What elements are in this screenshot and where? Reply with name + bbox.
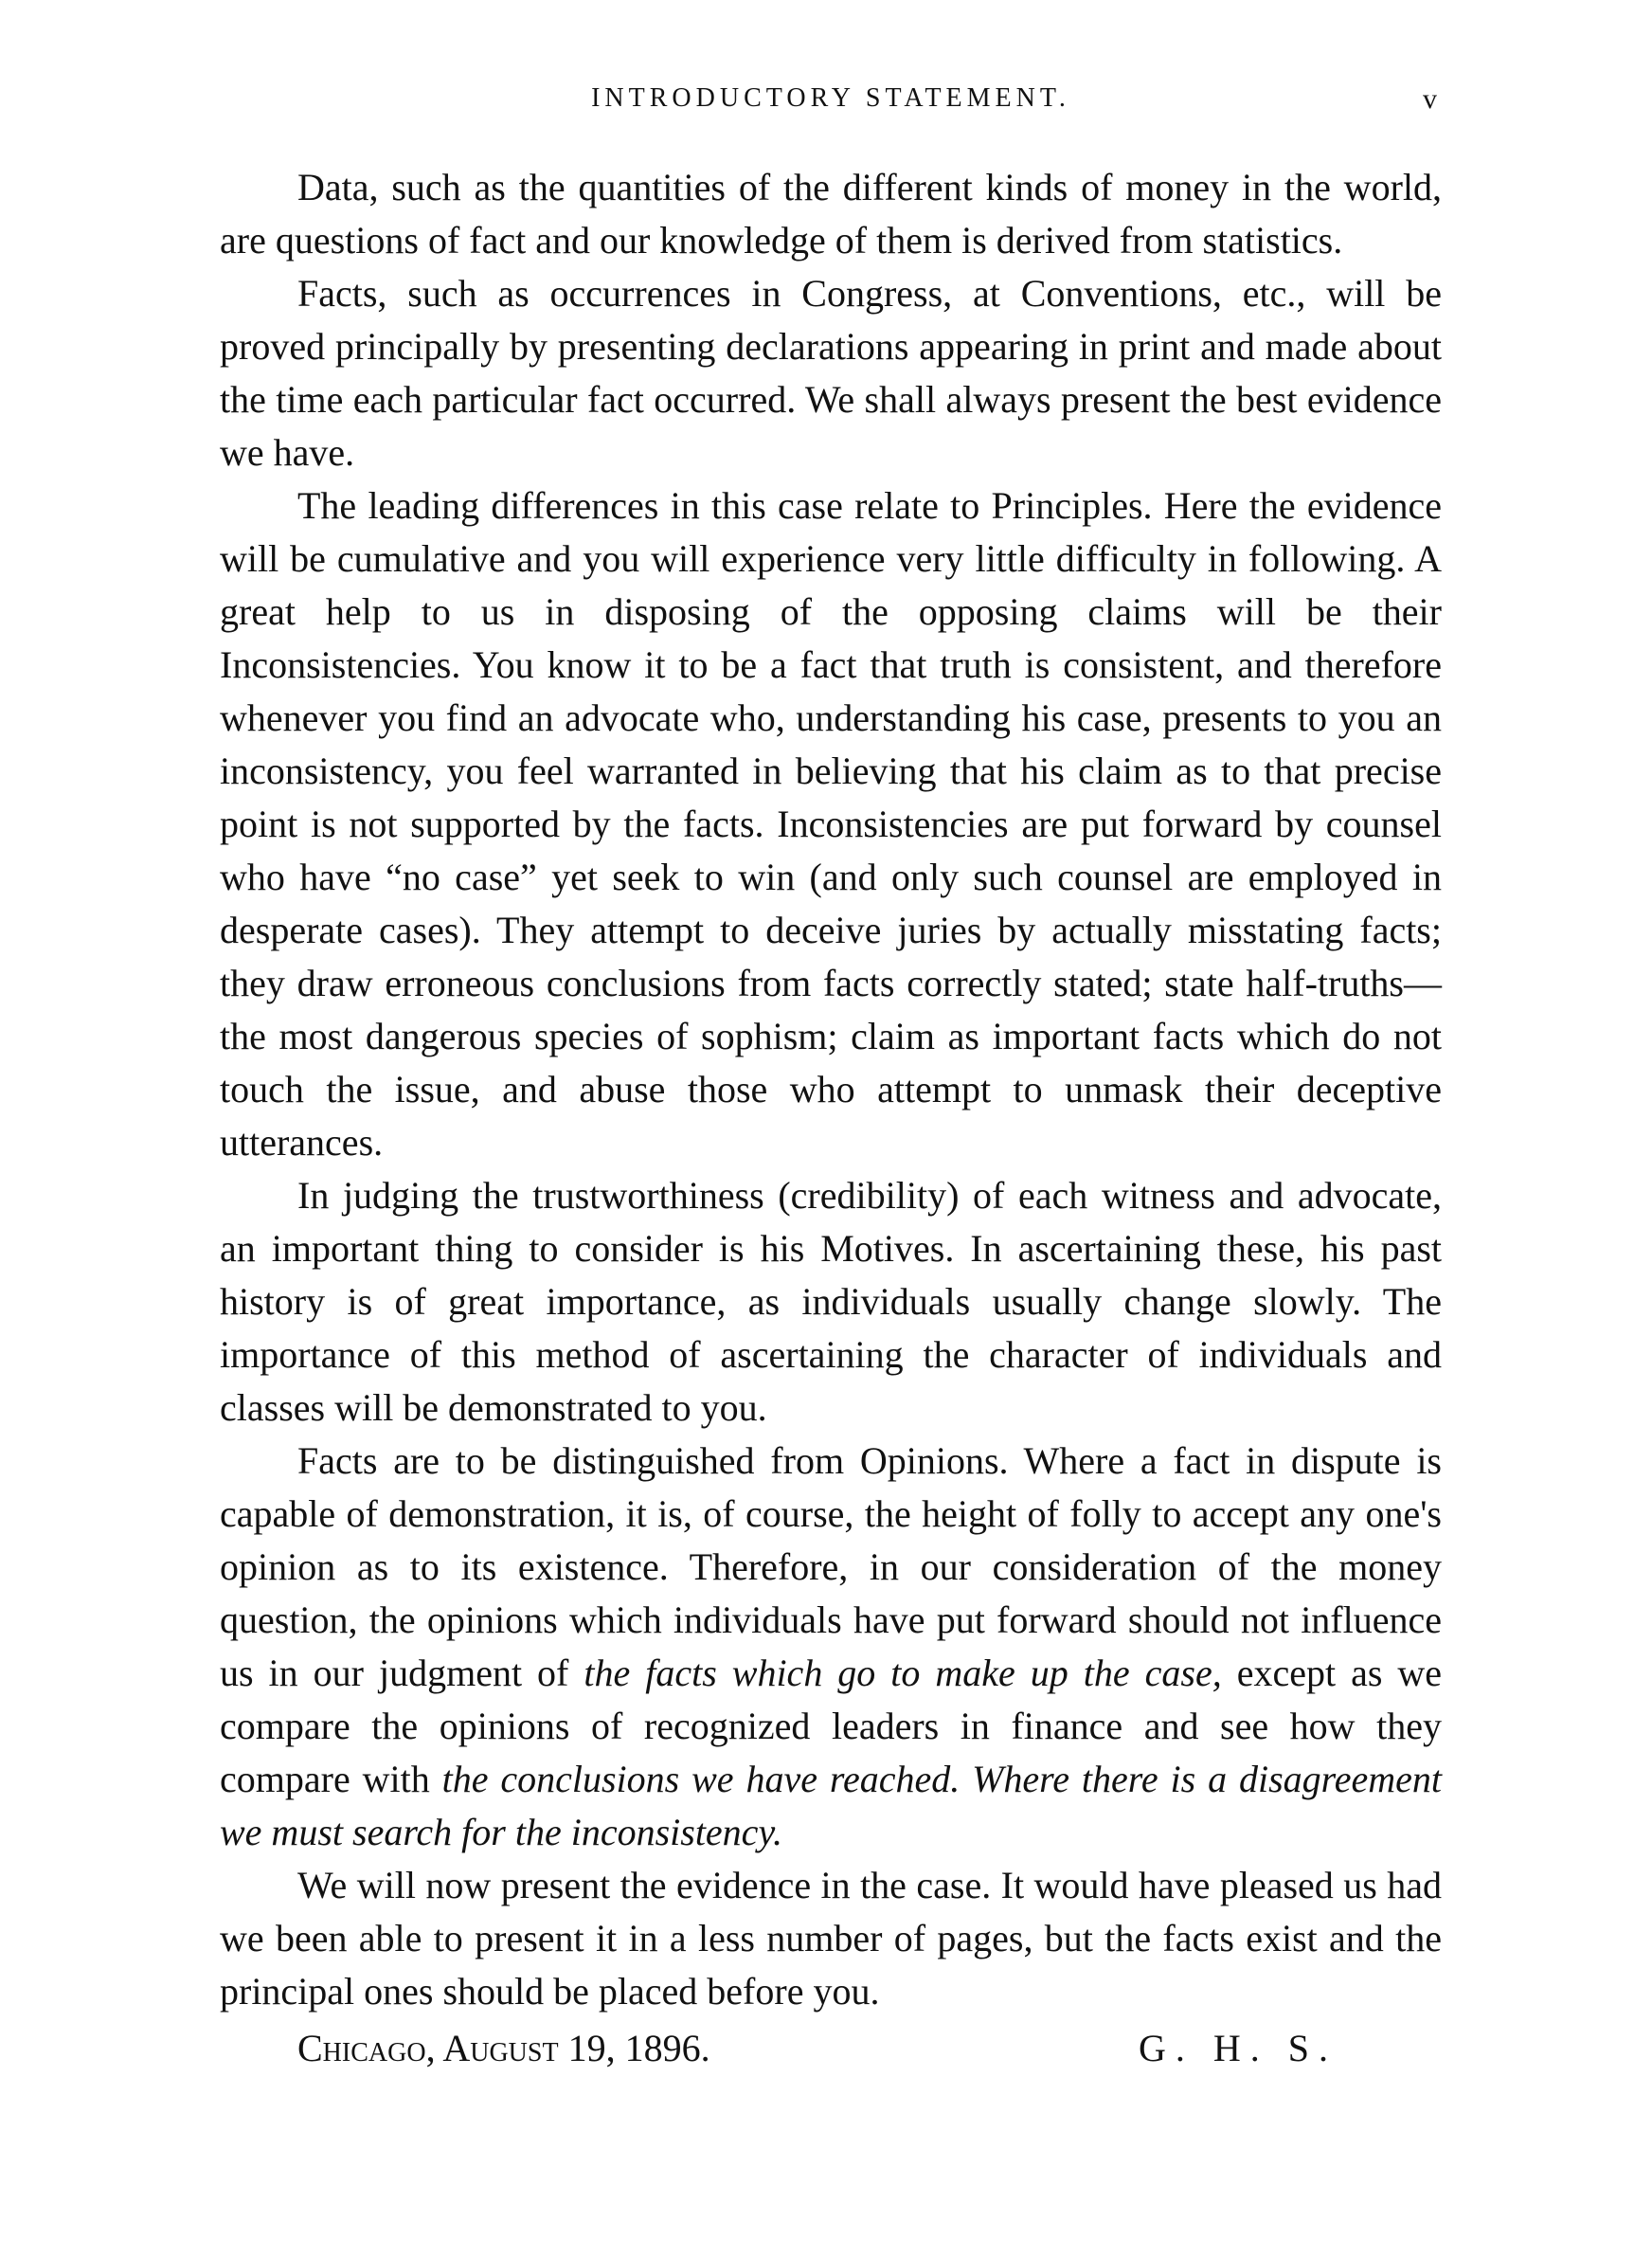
opinions-emphasis-conclusions: the conclusions we have reached. [441,1758,961,1800]
paragraph-evidence: We will now present the evidence in the case. It would have pleased us had we been able to present it in a less number of pages, but the facts exist and the principal ones should be placed before you. [220,1864,1442,2013]
paragraph-motives: In judging the trustworthiness (credibility) of each witness and advocate, an important thing to consider is his Motives. In ascertaining these, his past history is of great importance, as individuals usually change slowly. The importance of this method of ascertaining the character of individuals and classes will be demonstrated to you. [220,1174,1442,1429]
author-initials: G. H. S. [1138,2027,1338,2069]
paragraph-opinions [220,1435,1442,1859]
opinions-emphasis-facts: the facts which go to make up the case, [584,1652,1222,1694]
paragraph-facts: Facts, such as occurrences in Congress, at Conventions, etc., will be proved principally by presenting declarations appearing in print and made about the time each particular fact occurred. We shall always present the best evidence we have. [220,272,1442,474]
page-number: v [1423,83,1442,115]
paragraph-principles: The leading differences in this case relate to Principles. Here the evidence will be cumulative and you will experience very little difficulty in following. A great help to us in disposing of the opposing claims will be their Inconsistencies. You know it to be a fact that truth is consistent, and therefore whenever you find an advocate who, understanding his case, presents to you an inconsistency, you feel warranted in believing that his claim as to that precise point is not supported by the facts. Inconsistencies are put forward by counsel who have “no case” yet seek to win (and only such counsel are employed in desperate cases). They attempt to deceive juries by actually misstating facts; they draw erroneous conclusions from facts correctly stated; state half-truths—the most dangerous species of sophism; claim as important facts which do not touch the issue, and abuse those who attempt to unmask their deceptive utterances. [220,484,1442,1164]
closing-line [220,2022,1442,2079]
opinions-text-a: Facts are to be distinguished from Opinions. Where a fact in dispute is capable of demonstration, it is, of course, the height of folly to accept any one's opinion as to its existence. Therefore, in our consideration of the money question, the opinions which individuals have put forward should not influence us in our judgment of [220,1439,1442,1694]
opinions-text-c: except as we compare the opinions of recognized leaders in finance and see how they compare with [220,1652,1443,1800]
running-title: INTRODUCTORY STATEMENT. [591,83,1070,113]
opinions-emphasis-disagreement: Where there is a disagreement we must search for the inconsistency. [220,1758,1442,1853]
place-date: Chicago, August 19, 1896. [297,2027,710,2069]
body-text [220,161,1442,2079]
paragraph-data: Data, such as the quantities of the different kinds of money in the world, are questions of fact and our knowledge of them is derived from statistics. [220,166,1442,262]
running-head [220,83,1442,131]
